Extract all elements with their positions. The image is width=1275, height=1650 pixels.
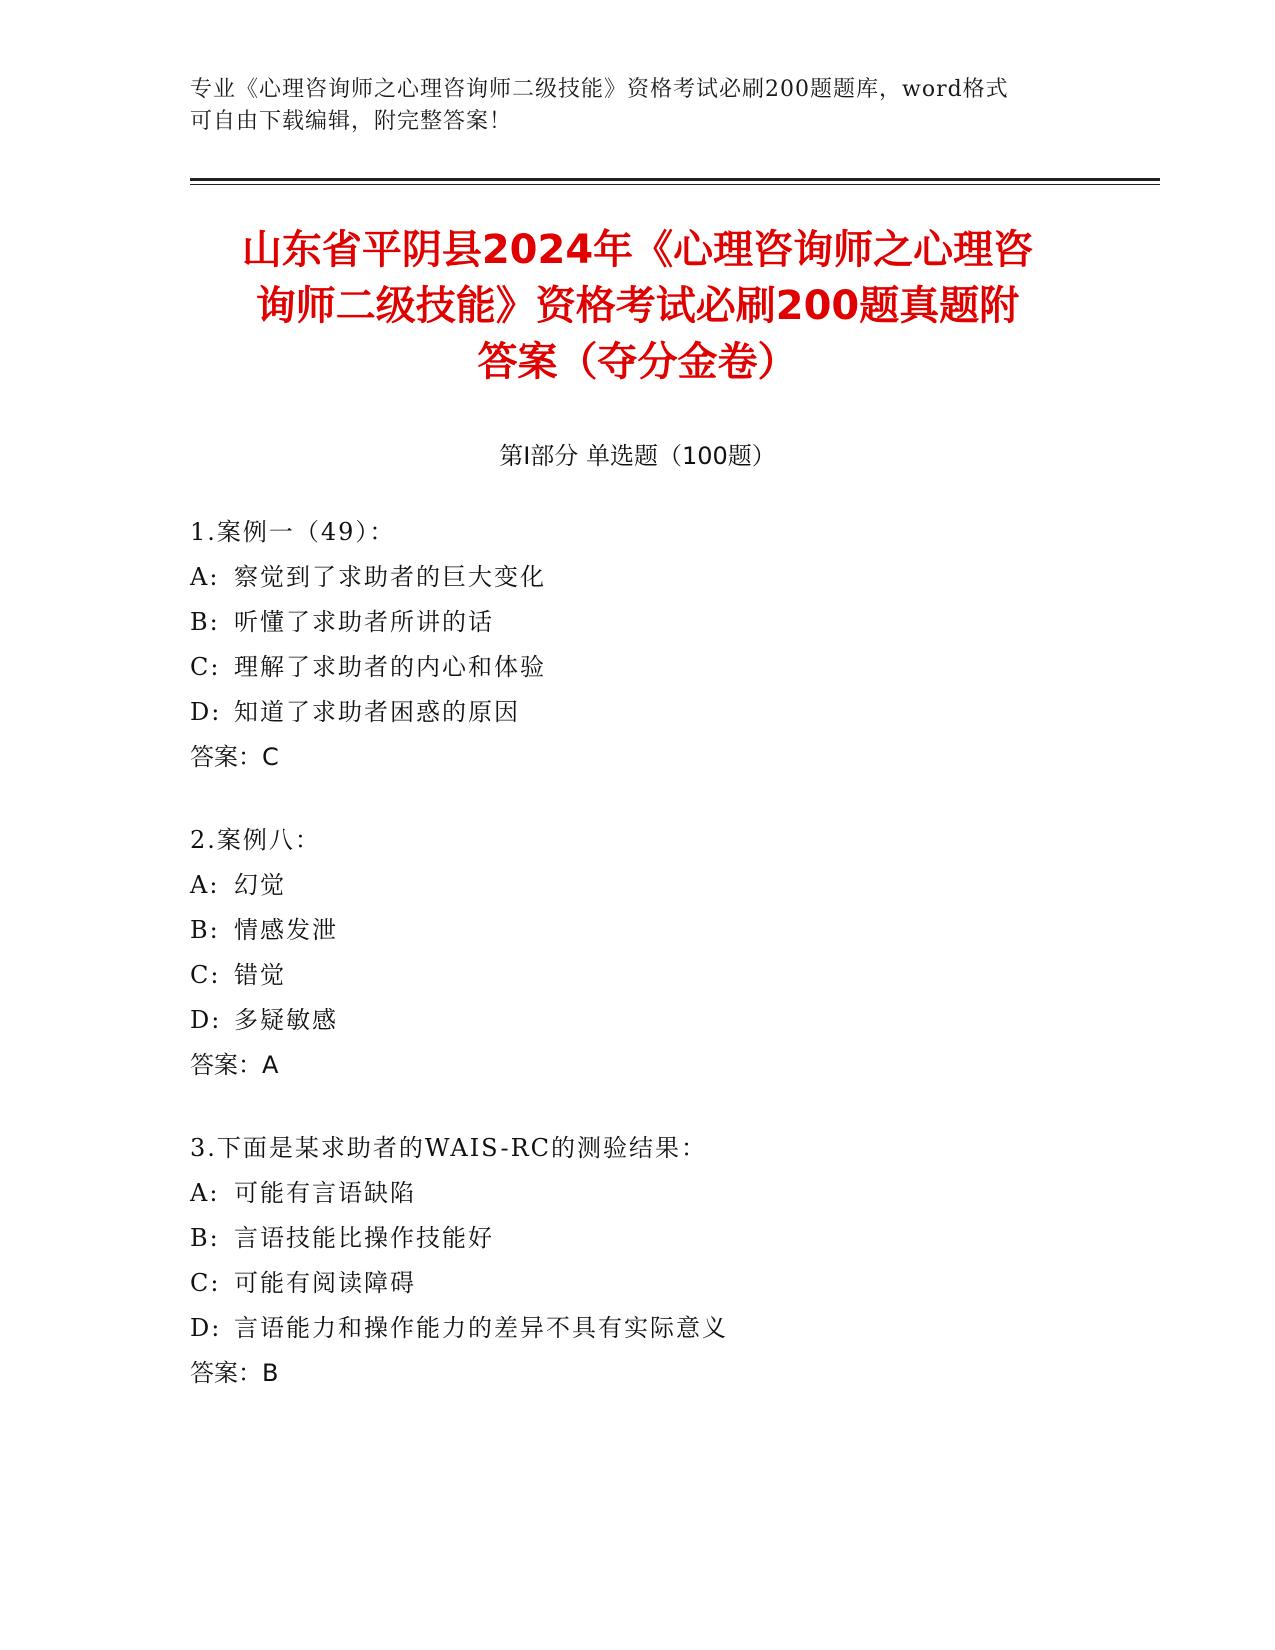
option-a <box>190 555 1090 600</box>
question-2 <box>190 818 1090 1088</box>
option-text: 可能有阅读障碍 <box>234 1269 416 1297</box>
option-b <box>190 908 1090 953</box>
option-b <box>190 600 1090 645</box>
option-a <box>190 863 1090 908</box>
document-header-note <box>190 74 1080 138</box>
option-b <box>190 1216 1090 1261</box>
option-letter: B: <box>190 1224 220 1252</box>
option-letter: D: <box>190 1006 222 1034</box>
title-line-2: 询师二级技能》资格考试必刷200题真题附 <box>255 283 1020 329</box>
option-d <box>190 1306 1090 1351</box>
option-letter: A: <box>190 871 220 899</box>
title-line-3: 答案（夺分金卷） <box>477 339 798 385</box>
option-d <box>190 690 1090 735</box>
option-letter: D: <box>190 698 222 726</box>
option-text: 错觉 <box>234 961 286 989</box>
option-d <box>190 998 1090 1043</box>
header-note-line-1: 专业《心理咨询师之心理咨询师二级技能》资格考试必刷200题题库，word格式 <box>190 77 1009 102</box>
option-c <box>190 1261 1090 1306</box>
option-c <box>190 645 1090 690</box>
header-divider-thick <box>190 178 1160 181</box>
answer-line: 答案：B <box>190 1359 279 1387</box>
option-text: 幻觉 <box>234 871 286 899</box>
option-text: 理解了求助者的内心和体验 <box>234 653 546 681</box>
option-letter: A: <box>190 563 220 591</box>
option-text: 言语技能比操作技能好 <box>234 1224 494 1252</box>
question-3 <box>190 1126 1090 1396</box>
option-letter: C: <box>190 653 221 681</box>
option-letter: C: <box>190 1269 221 1297</box>
option-text: 听懂了求助者所讲的话 <box>234 608 494 636</box>
question-stem: 1.案例一（49）： <box>190 518 396 546</box>
option-letter: B: <box>190 608 220 636</box>
question-stem: 3.下面是某求助者的WAIS-RC的测验结果： <box>190 1134 708 1162</box>
question-1 <box>190 510 1090 780</box>
option-letter: A: <box>190 1179 220 1207</box>
section-heading: 第Ⅰ部分 单选题（100题） <box>499 442 776 470</box>
document-title <box>150 222 1125 390</box>
option-letter: C: <box>190 961 221 989</box>
option-letter: B: <box>190 916 220 944</box>
option-text: 多疑敏感 <box>234 1006 338 1034</box>
answer-line: 答案：A <box>190 1051 279 1079</box>
option-text: 情感发泄 <box>234 916 338 944</box>
header-note-line-2: 可自由下载编辑，附完整答案！ <box>190 109 513 134</box>
question-stem: 2.案例八： <box>190 826 321 854</box>
option-text: 知道了求助者困惑的原因 <box>234 698 520 726</box>
option-letter: D: <box>190 1314 222 1342</box>
title-line-1: 山东省平阴县2024年《心理咨询师之心理咨 <box>241 227 1034 273</box>
answer-line: 答案：C <box>190 743 279 771</box>
option-text: 言语能力和操作能力的差异不具有实际意义 <box>234 1314 728 1342</box>
option-text: 可能有言语缺陷 <box>234 1179 416 1207</box>
header-divider-thin <box>190 184 1160 185</box>
option-a <box>190 1171 1090 1216</box>
option-text: 察觉到了求助者的巨大变化 <box>234 563 546 591</box>
option-c <box>190 953 1090 998</box>
